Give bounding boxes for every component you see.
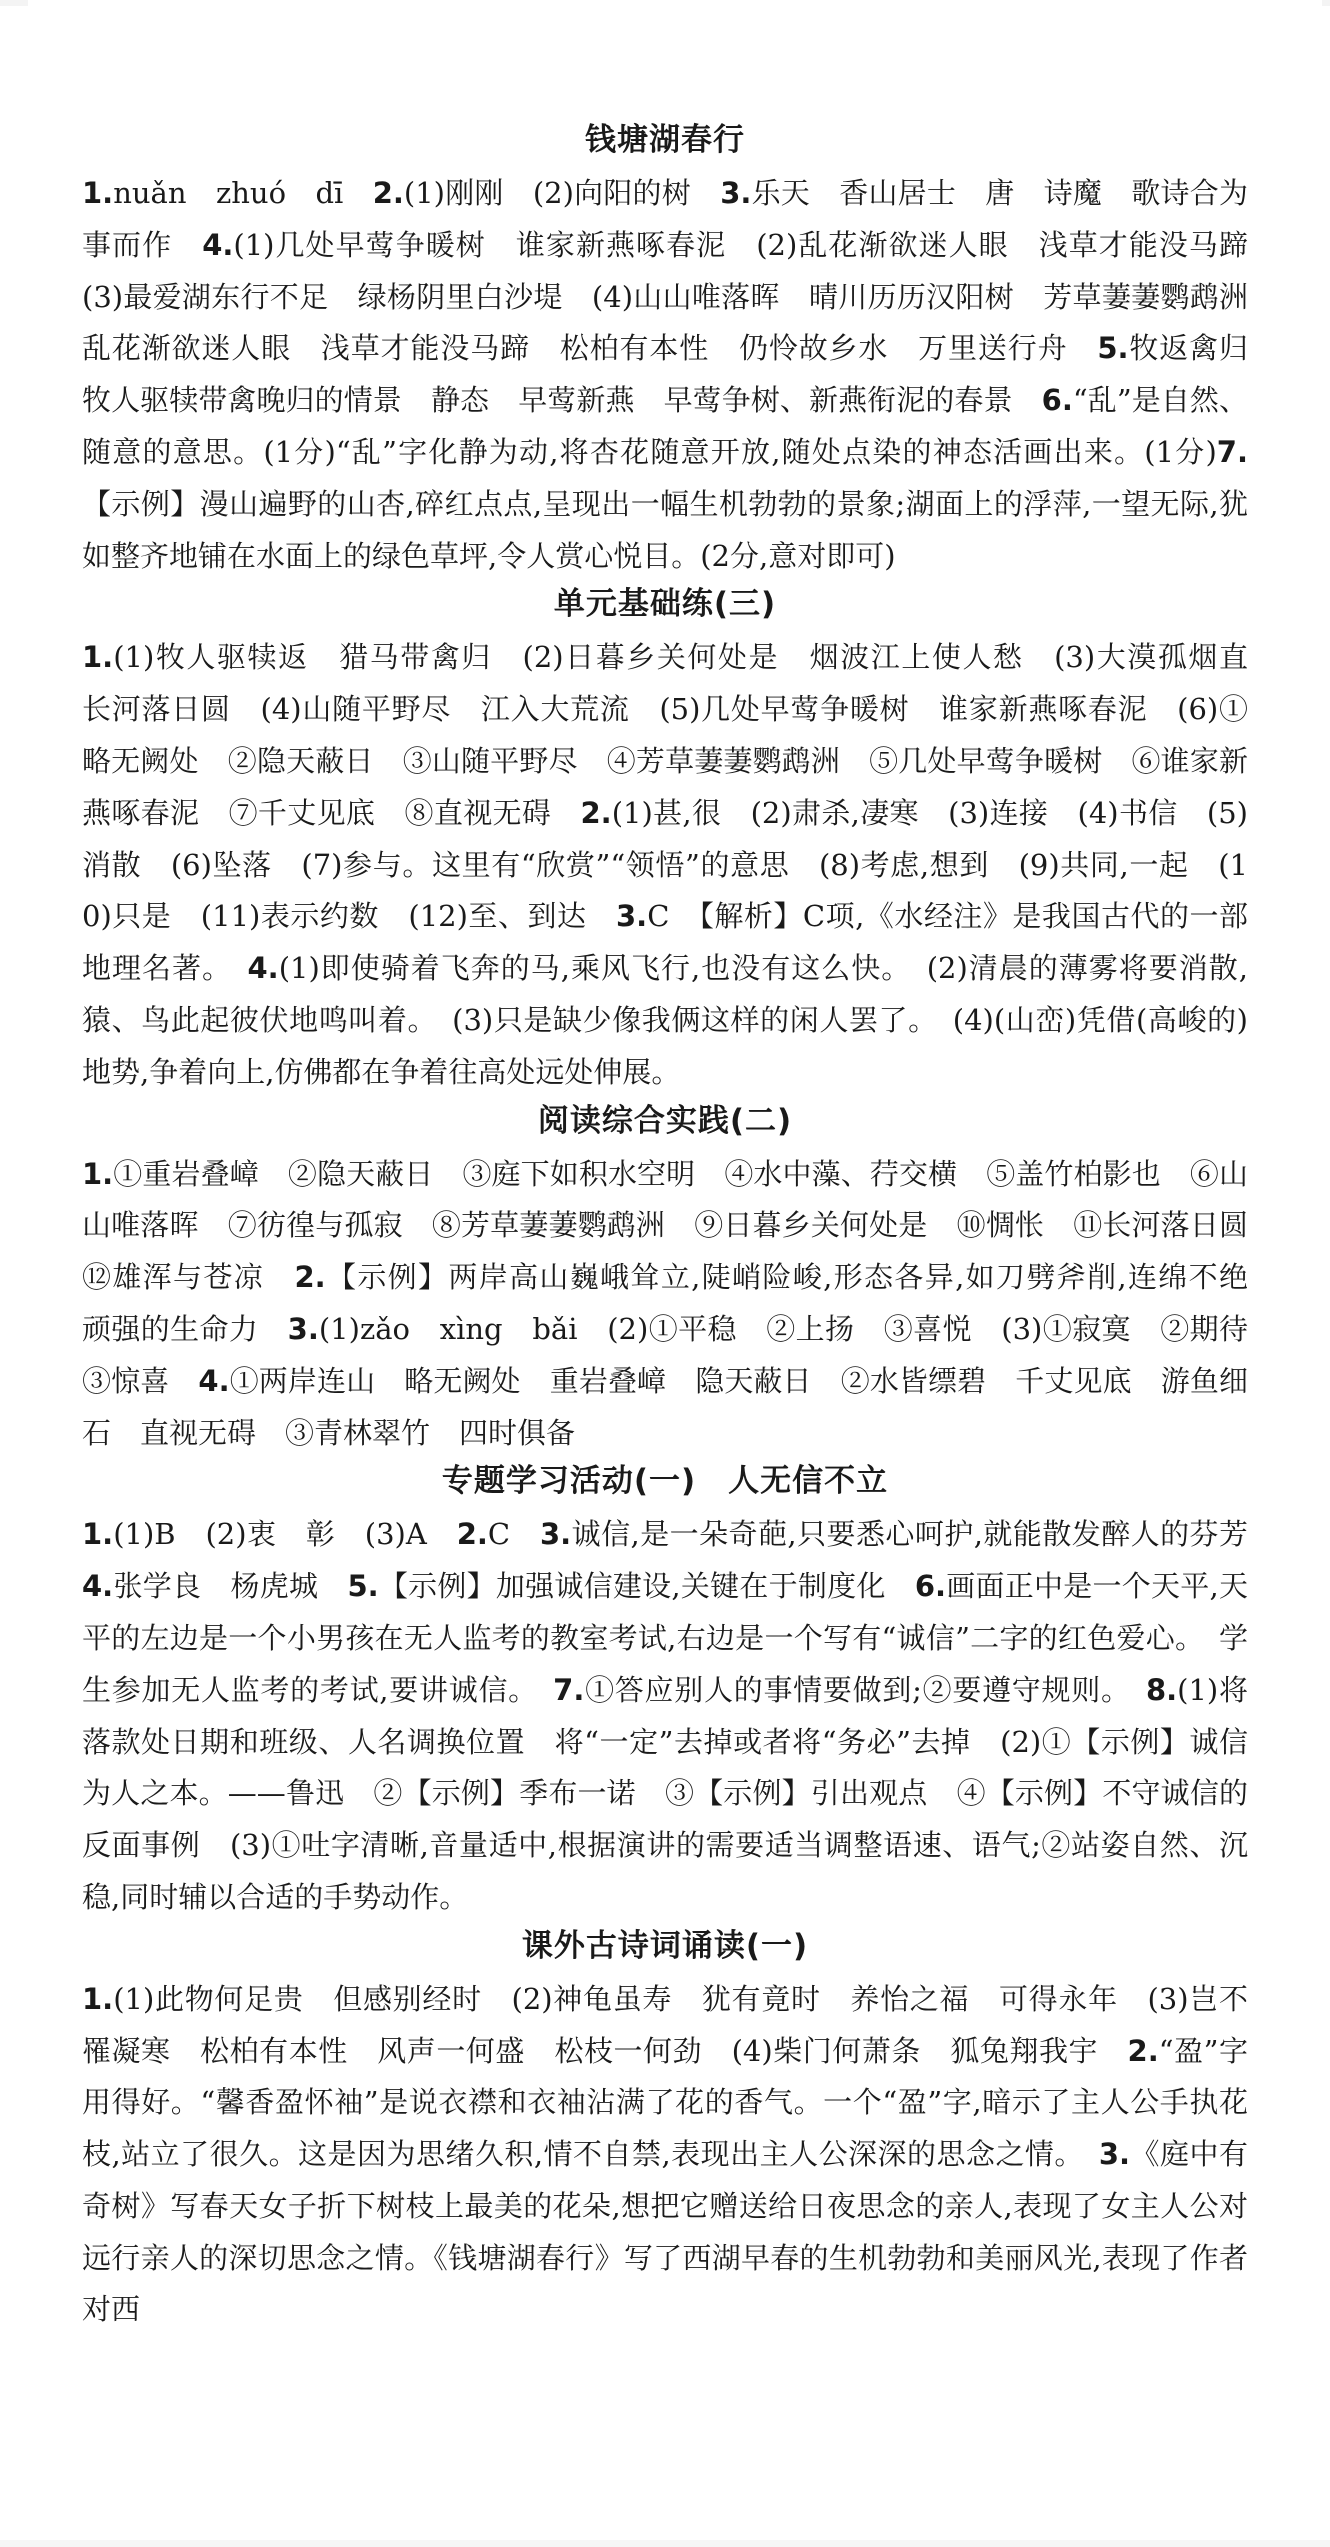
item-number: 3.: [287, 1311, 319, 1346]
item-number: 4.: [198, 1363, 230, 1398]
item-number: 7.: [553, 1672, 585, 1707]
answer-section: [82, 1099, 1278, 1460]
item-number: 1.: [82, 1517, 114, 1552]
answer-section: [82, 582, 1278, 1098]
answer-item: [82, 1569, 347, 1603]
answer-content: [82, 118, 1278, 2336]
item-text: 【示例】加强诚信建设,关键在于制度化: [378, 1569, 915, 1604]
item-text: (1)zǎo xìng bǎi (2)①平稳 ②上扬 ③喜悦 (3)①寂寞 ②期待 ③惊喜: [82, 1311, 1277, 1398]
section-title: 专题学习活动(一) 人无信不立: [441, 1463, 889, 1500]
answer-item: [82, 1673, 1248, 1914]
item-text: 《庭中有奇树》写春天女子折下树枝上最美的花朵,想把它赠送给日夜思念的亲人,表现了女主人公对远行亲人的深切思念之情。《钱塘湖春行》写了西湖早春的生机勃勃和美丽风光,表现了作者对西: [82, 2137, 1248, 2327]
item-text: 【示例】两岸高山巍峨耸立,陡峭险峻,形态各异,如刀劈斧削,连绵不绝 顽强的生命力: [82, 1260, 1278, 1346]
section-title: 钱塘湖春行: [585, 122, 745, 158]
item-text: C: [487, 1517, 540, 1552]
section-body: [82, 1974, 1248, 2337]
item-number: 1.: [82, 176, 114, 210]
item-text: 乐天 香山居士 唐 诗魔 歌诗合为事而作: [82, 176, 1248, 262]
item-text: ①答应别人的事情要做到;②要遵守规则。: [584, 1672, 1146, 1707]
section-title: 阅读综合实践(二): [537, 1102, 793, 1139]
item-text: 【示例】漫山遍野的山杏,碎红点点,呈现出一幅生机勃勃的景象;湖面上的浮萍,一望无际,犹如整齐地铺在水面上的绿色草坪,令人赏心悦目。(2分,意对即可): [82, 486, 1248, 573]
answer-item: [457, 1517, 540, 1551]
item-text: 牧返禽归 牧人驱犊带禽晚归的情景 静态 早莺新燕 早莺争树、新燕衔泥的春景: [82, 331, 1277, 418]
item-text: (1)刚刚 (2)向阳的树: [403, 176, 721, 210]
item-number: 2.: [294, 1260, 326, 1295]
item-number: 3.: [615, 899, 648, 934]
answer-item: [82, 176, 373, 210]
answer-item: [347, 1569, 914, 1603]
item-text: C 【解析】C项,《水经注》是我国古代的一部地理名著。: [82, 899, 1248, 986]
answer-section: [82, 1459, 1278, 1923]
item-text: (1)甚,很 (2)肃杀,凄寒 (3)连接 (4)书信 (5)消散 (6)坠落 (7)参与。这里有“欣赏”“领悟”的意思 (8)考虑,想到 (9)共同,一起 (10)只是 (11)表示约数 (12)至、到达: [82, 795, 1248, 934]
answer-item: [82, 1364, 1248, 1450]
item-text: 画面正中是一个天平,天平的左边是一个小男孩在无人监考的教室考试,右边是一个写有“诚信”二字的红色爱心。 学生参加无人监考的考试,要讲诚信。: [82, 1569, 1248, 1707]
item-number: 4.: [202, 227, 234, 262]
item-number: 2.: [1127, 2033, 1159, 2068]
item-text: ①两岸连山 略无阙处 重岩叠嶂 隐天蔽日 ②水皆缥碧 千丈见底 游鱼细石 直视无碍 ③青林翠竹 四时俱备: [82, 1363, 1248, 1450]
item-text: (1)即使骑着飞奔的马,乘风飞行,也没有这么快。 (2)清晨的薄雾将要消散,猿、鸟此起彼伏地鸣叫着。 (3)只是缺少像我俩这样的闲人罢了。 (4)(山峦)凭借(高峻的)地势,争着向上,仿佛都在争着往高处远处伸展。: [82, 951, 1248, 1089]
item-number: 5.: [1097, 331, 1129, 366]
answer-item: [82, 1517, 457, 1551]
item-number: 3.: [540, 1517, 572, 1552]
item-text: (1)牧人驱犊返 猎马带禽归 (2)日暮乡关何处是 烟波江上使人愁 (3)大漠孤烟直 长河落日圆 (4)山随平野尽 江入大荒流 (5)几处早莺争暖树 谁家新燕啄春泥 (6)①略无阙处 ②隐天蔽日 ③山随平野尽 ④芳草萋萋鹦鹉洲 ⑤几处早莺争暖树 ⑥谁家新燕啄春泥 ⑦千丈见底 ⑧直视无碍: [82, 640, 1278, 830]
item-text: (1)几处早莺争暖树 谁家新燕啄春泥 (2)乱花渐欲迷人眼 浅草才能没马蹄 (3)最爱湖东行不足 绿杨阴里白沙堤 (4)山山唯落晖 晴川历历汉阳树 芳草萋萋鹦鹉洲 乱花渐欲迷人眼 浅草才能没马蹄 松柏有本性 仍怜故乡水 万里送行舟: [82, 227, 1278, 366]
item-number: 1.: [82, 1981, 114, 2016]
item-number: 3.: [1098, 2137, 1131, 2172]
section-body: [82, 1149, 1278, 1460]
item-number: 7.: [1216, 434, 1248, 469]
section-body: [82, 632, 1278, 1098]
answer-item: [82, 1982, 1248, 2068]
item-text: nuǎn zhuó dī: [113, 176, 373, 210]
item-number: 1.: [82, 640, 114, 675]
item-number: 2.: [372, 176, 404, 210]
section-body: [82, 1509, 1278, 1923]
item-number: 2.: [580, 795, 612, 830]
item-text: “乱”是自然、随意的意思。(1分)“乱”字化静为动,将杏花随意开放,随处点染的神态活画出来。(1分): [82, 383, 1248, 469]
answer-item: [540, 1517, 1277, 1551]
item-text: (1)B (2)衷 彰 (3)A: [113, 1517, 457, 1552]
item-number: 2.: [456, 1517, 488, 1552]
answer-section: [82, 1924, 1248, 2337]
section-title: 单元基础练(三): [553, 586, 777, 623]
item-text: 张学良 杨虎城: [113, 1569, 348, 1604]
item-number: 4.: [247, 951, 279, 986]
section-body: [82, 168, 1278, 582]
item-number: 1.: [82, 1156, 114, 1191]
section-title: 课外古诗词诵读(一): [521, 1927, 809, 1964]
item-number: 3.: [720, 176, 752, 210]
item-number: 6.: [914, 1569, 947, 1604]
item-number: 8.: [1145, 1672, 1178, 1707]
item-text: ①重岩叠嶂 ②隐天蔽日 ③庭下如积水空明 ④水中藻、荇交横 ⑤盖竹柏影也 ⑥山山唯落晖 ⑦彷徨与孤寂 ⑧芳草萋萋鹦鹉洲 ⑨日暮乡关何处是 ⑩惆怅 ⑪长河落日圆 ⑫雄浑与苍凉: [82, 1156, 1278, 1295]
item-text: “盈”字用得好。“馨香盈怀袖”是说衣襟和衣袖沾满了花的香气。一个“盈”字,暗示了主人公手执花枝,站立了很久。这是因为思绪久积,情不自禁,表现出主人公深深的思念之情。: [82, 2033, 1248, 2172]
item-number: 6.: [1041, 383, 1073, 418]
item-text: (1)此物何足贵 但感别经时 (2)神龟虽寿 犹有竟时 养怡之福 可得永年 (3)岂不罹凝寒 松柏有本性 风声一何盛 松枝一何劲 (4)柴门何萧条 狐兔翔我宇: [82, 1981, 1248, 2068]
item-number: 4.: [82, 1569, 114, 1604]
answer-item: [82, 951, 1248, 1089]
bottom-edge: [0, 2540, 1330, 2547]
item-text: 诚信,是一朵奇葩,只要悉心呵护,就能散发醉人的芬芳: [571, 1517, 1278, 1552]
answer-item: [373, 176, 720, 210]
answer-item: [553, 1673, 1146, 1707]
answer-section: [82, 118, 1278, 582]
item-text: (1)将落款处日期和班级、人名调换位置 将“一定”去掉或者将“务必”去掉 (2)①【示例】诚信为人之本。——鲁迅 ②【示例】季布一诺 ③【示例】引出观点 ④【示例】不守诚信的反面事例 (3)①吐字清晰,音量适中,根据演讲的需要适当调整语速、语气;②站姿自然、沉稳,同时辅以合适的手势动作。: [82, 1672, 1248, 1914]
item-number: 5.: [347, 1569, 379, 1604]
